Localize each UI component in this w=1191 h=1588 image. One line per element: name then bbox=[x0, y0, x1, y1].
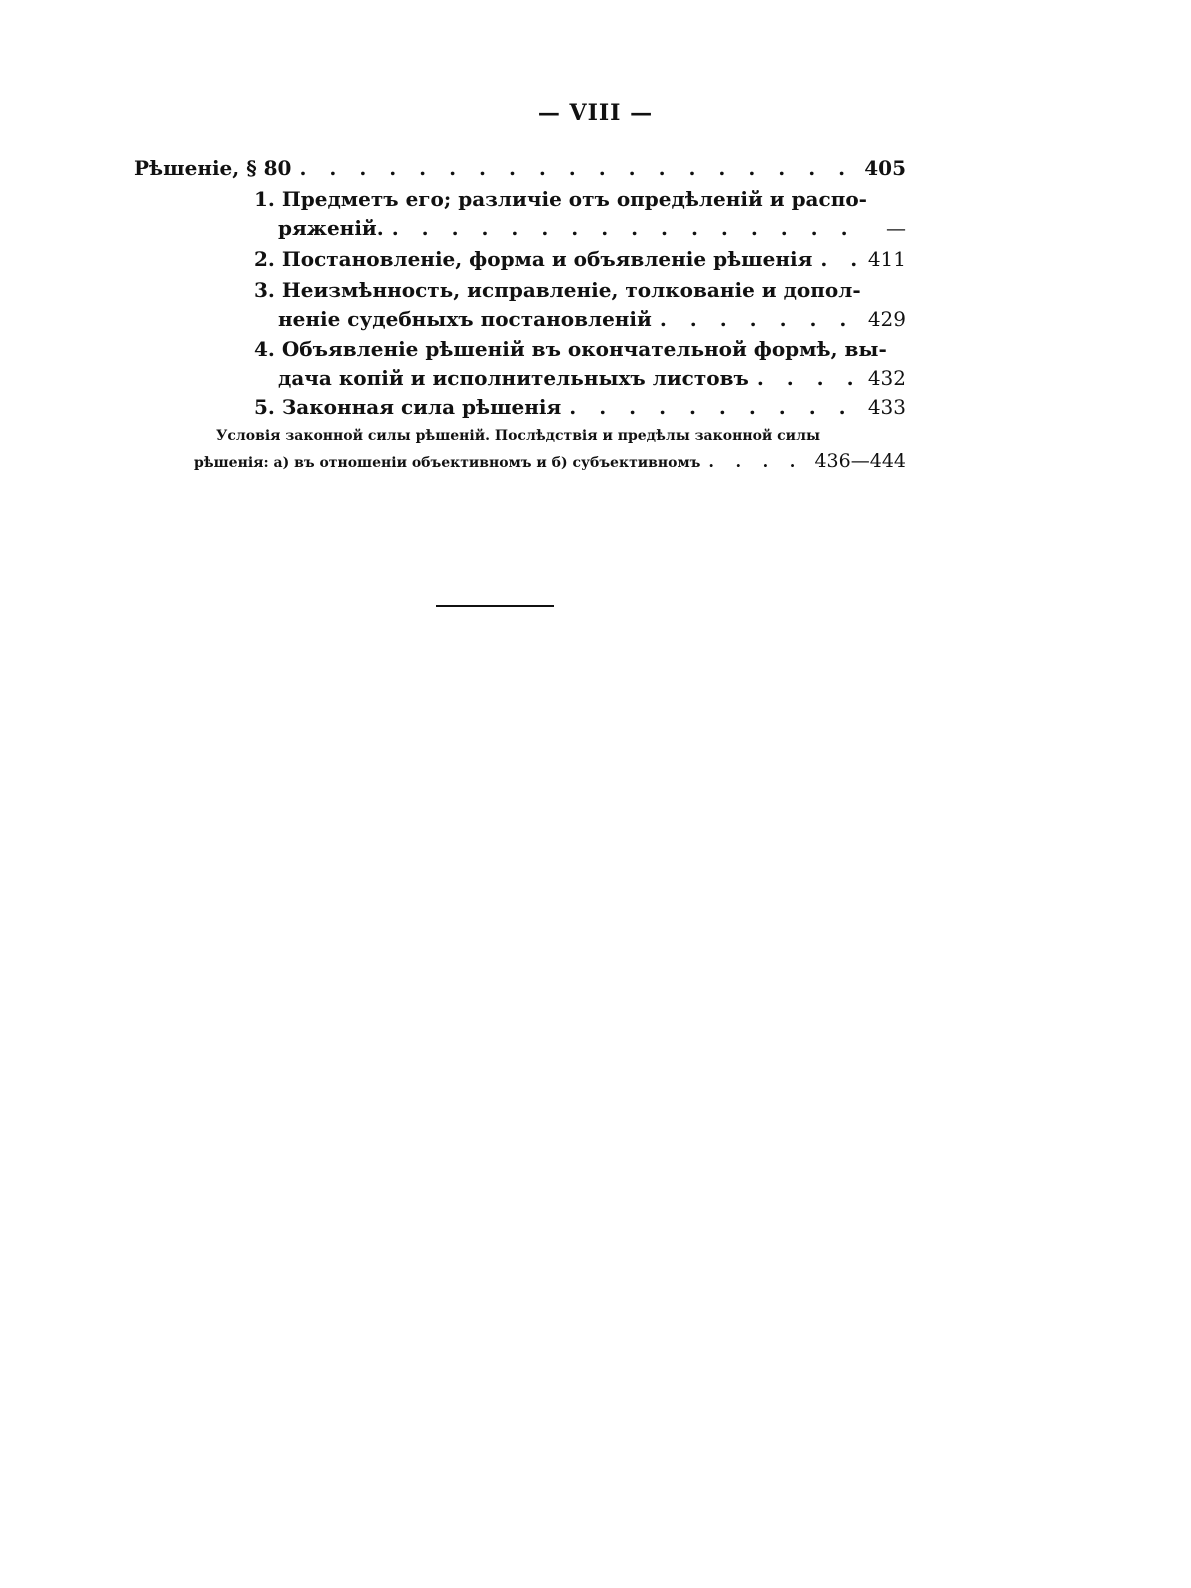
toc-note-line1: Условія законной силы рѣшеній. Послѣдствія и предѣлы законной силы bbox=[216, 428, 820, 444]
toc-item-2-page: 411 bbox=[867, 247, 906, 271]
toc-item-5 bbox=[254, 393, 906, 421]
leader-dots bbox=[700, 450, 808, 474]
toc-note-page: 436—444 bbox=[814, 450, 906, 472]
leader-dots bbox=[812, 245, 860, 273]
toc-item-1-line2: ряженій. bbox=[278, 216, 384, 240]
toc-note bbox=[194, 449, 906, 475]
toc-item-4 bbox=[278, 364, 906, 392]
toc-item-3-page: 429 bbox=[867, 307, 906, 331]
toc-item-2-label: 2. Постановленіе, форма и объявленіе рѣшенія bbox=[254, 247, 813, 271]
toc-item-1 bbox=[278, 214, 906, 242]
toc-note-line2: рѣшенія: а) въ отношеніи объективномъ и б) субъективномъ bbox=[194, 455, 701, 471]
toc-item-1-page: — bbox=[886, 216, 906, 240]
toc-main-entry bbox=[134, 154, 906, 182]
toc-item-2 bbox=[254, 245, 906, 273]
leader-dots bbox=[749, 364, 860, 392]
toc-item-3-line2: неніе судебныхъ постановленій bbox=[278, 307, 652, 331]
leader-dots bbox=[561, 393, 860, 421]
section-divider bbox=[436, 605, 554, 607]
toc-item-5-page: 433 bbox=[867, 395, 906, 419]
toc-main-entry-page: 405 bbox=[864, 156, 906, 180]
toc-main-entry-label: Рѣшеніе, § 80 bbox=[134, 156, 292, 180]
toc-item-5-label: 5. Законная сила рѣшенія bbox=[254, 395, 562, 419]
leader-dots bbox=[652, 305, 860, 333]
toc-item-1-line1: 1. Предметъ его; различіе отъ опредѣленій и распо- bbox=[254, 187, 867, 211]
toc-item-3-line1: 3. Неизмѣнность, исправленіе, толкованіе и допол- bbox=[254, 278, 861, 302]
page-number-header: — VIII — bbox=[537, 100, 654, 126]
toc-item-4-line2: дача копій и исполнительныхъ листовъ bbox=[278, 366, 749, 390]
toc-item-4-page: 432 bbox=[867, 366, 906, 390]
leader-dots bbox=[291, 154, 858, 182]
toc-item-3 bbox=[278, 305, 906, 333]
toc-item-4-line1: 4. Объявленіе рѣшеній въ окончательной формѣ, вы- bbox=[254, 337, 887, 361]
leader-dots bbox=[384, 214, 860, 242]
